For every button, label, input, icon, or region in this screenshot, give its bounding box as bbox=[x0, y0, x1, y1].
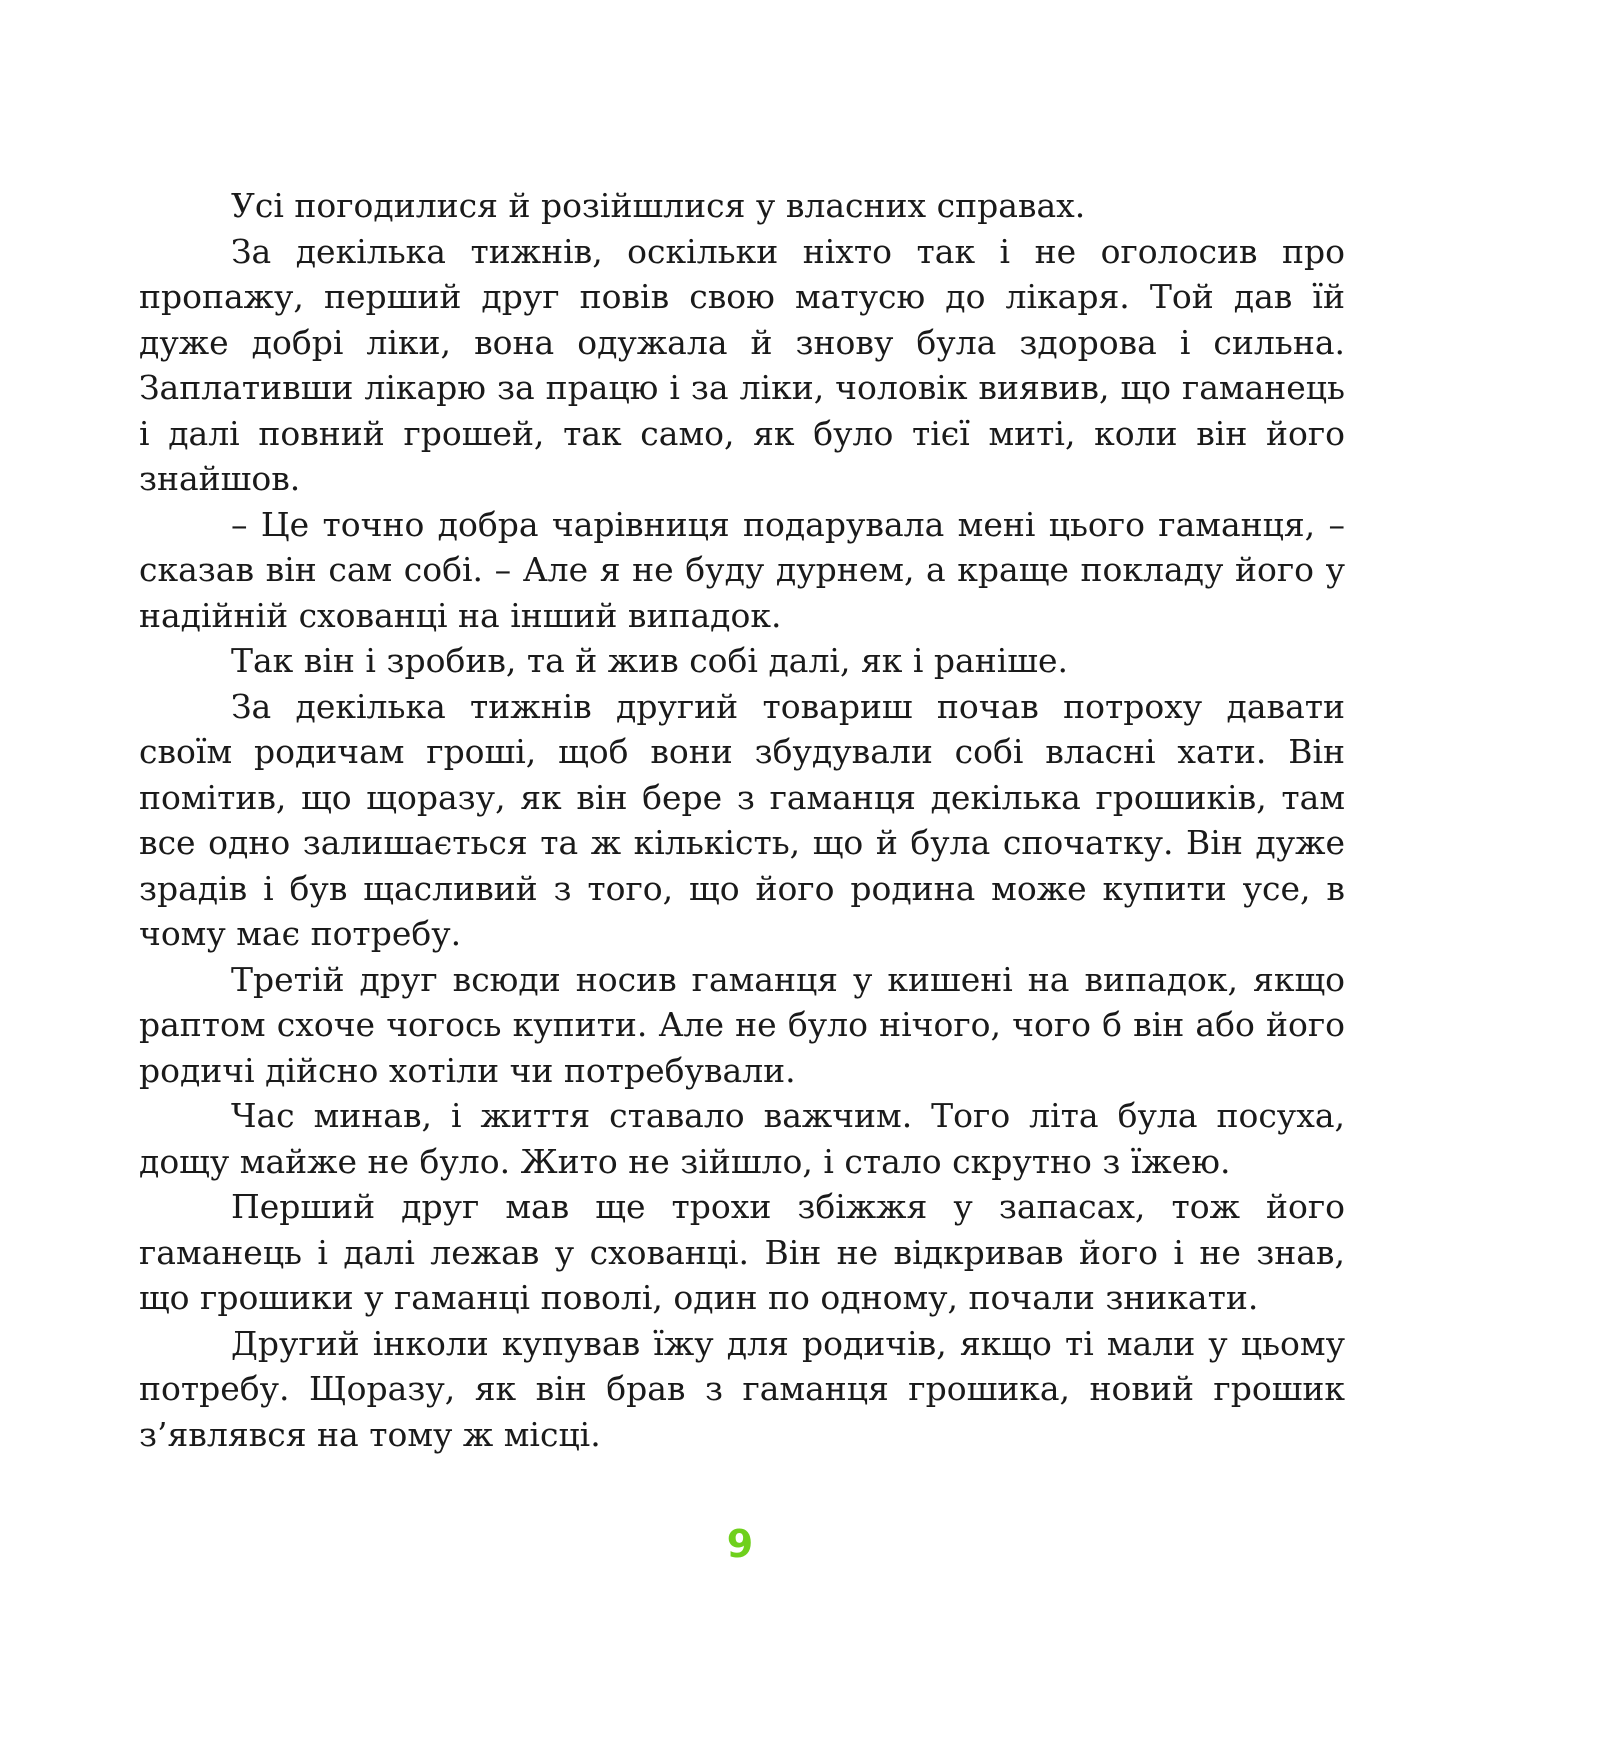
story-text bbox=[139, 183, 1345, 1457]
paragraph: – Це точно добра чарівниця подарувала мені цього гаманця, – сказав він сам собі. – Але я не буду дурнем, а краще покладу його у надійній схованці на інший випадок. bbox=[139, 504, 1345, 635]
paragraph: Час минав, і життя ставало важчим. Того літа була посуха, дощу майже не було. Жито не зійшло, і стало скрутно з їжею. bbox=[139, 1096, 1345, 1181]
paragraph: Так він і зробив, та й жив собі далі, як і раніше. bbox=[231, 641, 1068, 680]
paragraph: Третій друг всюди носив гаманця у кишені на випадок, якщо раптом схоче чогось купити. Але не було нічого, чого б він або його родичі дійсно хотіли чи потребували. bbox=[139, 959, 1345, 1090]
paragraph: Перший друг мав ще трохи збіжжя у запасах, тож його гаманець і далі лежав у схованці. Він не відкривав його і не знав, що грошики у гаманці поволі, один по одному, почали зникати. bbox=[139, 1187, 1345, 1317]
paragraph: За декілька тижнів, оскільки ніхто так і не оголосив про пропажу, перший друг повів свою матусю до лікаря. Той дав їй дуже добрі ліки, вона одужала й знову була здорова і сильна. Заплативши лікарю за працю і за ліки, чоловік виявив, що гаманець і далі повний грошей, так само, як було тієї миті, коли він його знайшов. bbox=[139, 231, 1345, 498]
paragraph: Другий інколи купував їжу для родичів, якщо ті мали у цьому потребу. Щоразу, як він брав з гаманця грошика, новий грошик з’являвся на тому ж місці. bbox=[139, 1323, 1345, 1454]
paragraph: За декілька тижнів другий товариш почав потроху давати своїм родичам гроші, щоб вони збудували собі власні хати. Він помітив, що щоразу, як він бере з гаманця декілька грошиків, там все одно залишається та ж кількість, що й була спочатку. Він дуже зрадів і був щасливий з того, що його родина може купити усе, в чому має потребу. bbox=[139, 686, 1345, 953]
page-number: 9 bbox=[726, 1522, 754, 1566]
paragraph: Усі погодилися й розійшлися у власних справах. bbox=[231, 186, 1086, 225]
